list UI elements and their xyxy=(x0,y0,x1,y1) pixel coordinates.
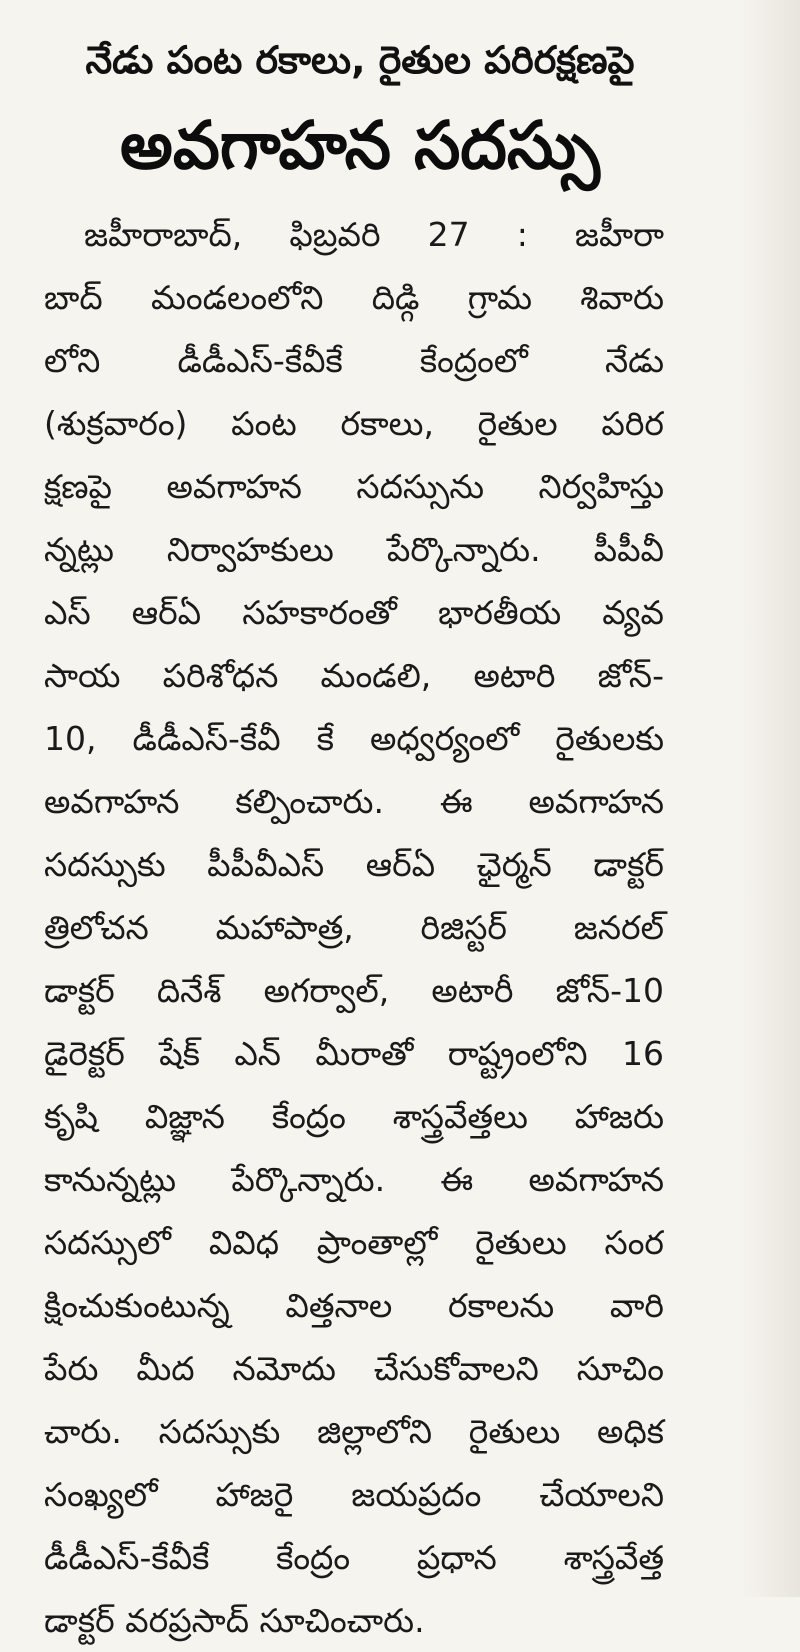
body-line: డాక్టర్ వరప్రసాద్ సూచించారు. xyxy=(44,1601,425,1640)
body-line: కృషి విజ్ఞాన కేంద్రం శాస్త్రవేత్తలు హాజరు xyxy=(44,1097,664,1136)
page-edge-shadow xyxy=(740,0,800,1597)
body-line: అవగాహన కల్పించారు. ఈ అవగాహన xyxy=(44,782,664,821)
body-line: డైరెక్టర్ షేక్ ఎన్ మీరాతో రాష్ట్రంలోని 16 xyxy=(44,1034,664,1073)
body-line: లోని డీడీఎస్-కేవీకే కేంద్రంలో నేడు xyxy=(44,341,664,380)
body-line: సదస్సులో వివిధ ప్రాంతాల్లో రైతులు సంర xyxy=(44,1223,664,1262)
body-line: సదస్సుకు పీపీవీఎస్ ఆర్ఏ ఛైర్మన్ డాక్టర్ xyxy=(44,845,664,884)
body-line: క్షించుకుంటున్న విత్తనాల రకాలను వారి xyxy=(44,1286,664,1325)
body-line: డాక్టర్ దినేశ్ అగర్వాల్, అటారీ జోన్-10 xyxy=(44,971,664,1010)
body-line: డీడీఎస్-కేవీకే కేంద్రం ప్రధాన శాస్త్రవేత్త xyxy=(44,1538,664,1577)
body-line: చారు. సదస్సుకు జిల్లాలోని రైతులు అధిక xyxy=(44,1412,664,1451)
body-line: క్షణపై అవగాహన సదస్సును నిర్వహిస్తు xyxy=(44,467,664,506)
article-headline: అవగాహన సదస్సు xyxy=(120,107,600,184)
body-line: కానున్నట్లు పేర్కొన్నారు. ఈ అవగాహన xyxy=(44,1160,664,1199)
article-kicker: నేడు పంట రకాలు, రైతుల పరిరక్షణపై xyxy=(85,38,635,82)
body-line: 10, డీడీఎస్-కేవీ కే అధ్వర్యంలో రైతులకు xyxy=(44,719,664,758)
body-line: న్నట్లు నిర్వాహకులు పేర్కొన్నారు. పీపీవీ xyxy=(44,530,664,569)
body-line: పేరు మీద నమోదు చేసుకోవాలని సూచిం xyxy=(44,1349,664,1388)
body-line: సంఖ్యలో హాజరై జయప్రదం చేయాలని xyxy=(44,1475,664,1514)
body-line: (శుక్రవారం) పంట రకాలు, రైతుల పరిర xyxy=(44,404,664,443)
body-line: బాద్ మండలంలోని దిడ్గి గ్రామ శివారు xyxy=(44,278,664,317)
body-line: త్రిలోచన మహాపాత్ర, రిజిస్టర్ జనరల్ xyxy=(44,908,664,947)
body-line: జహీరాబాద్, ఫిబ్రవరి 27 : జహీరా xyxy=(84,215,664,254)
body-line: ఎస్ ఆర్ఏ సహకారంతో భారతీయ వ్యవ xyxy=(44,593,664,632)
article-body xyxy=(44,203,664,1652)
body-line: సాయ పరిశోధన మండలి, అటారి జోన్- xyxy=(44,656,664,695)
